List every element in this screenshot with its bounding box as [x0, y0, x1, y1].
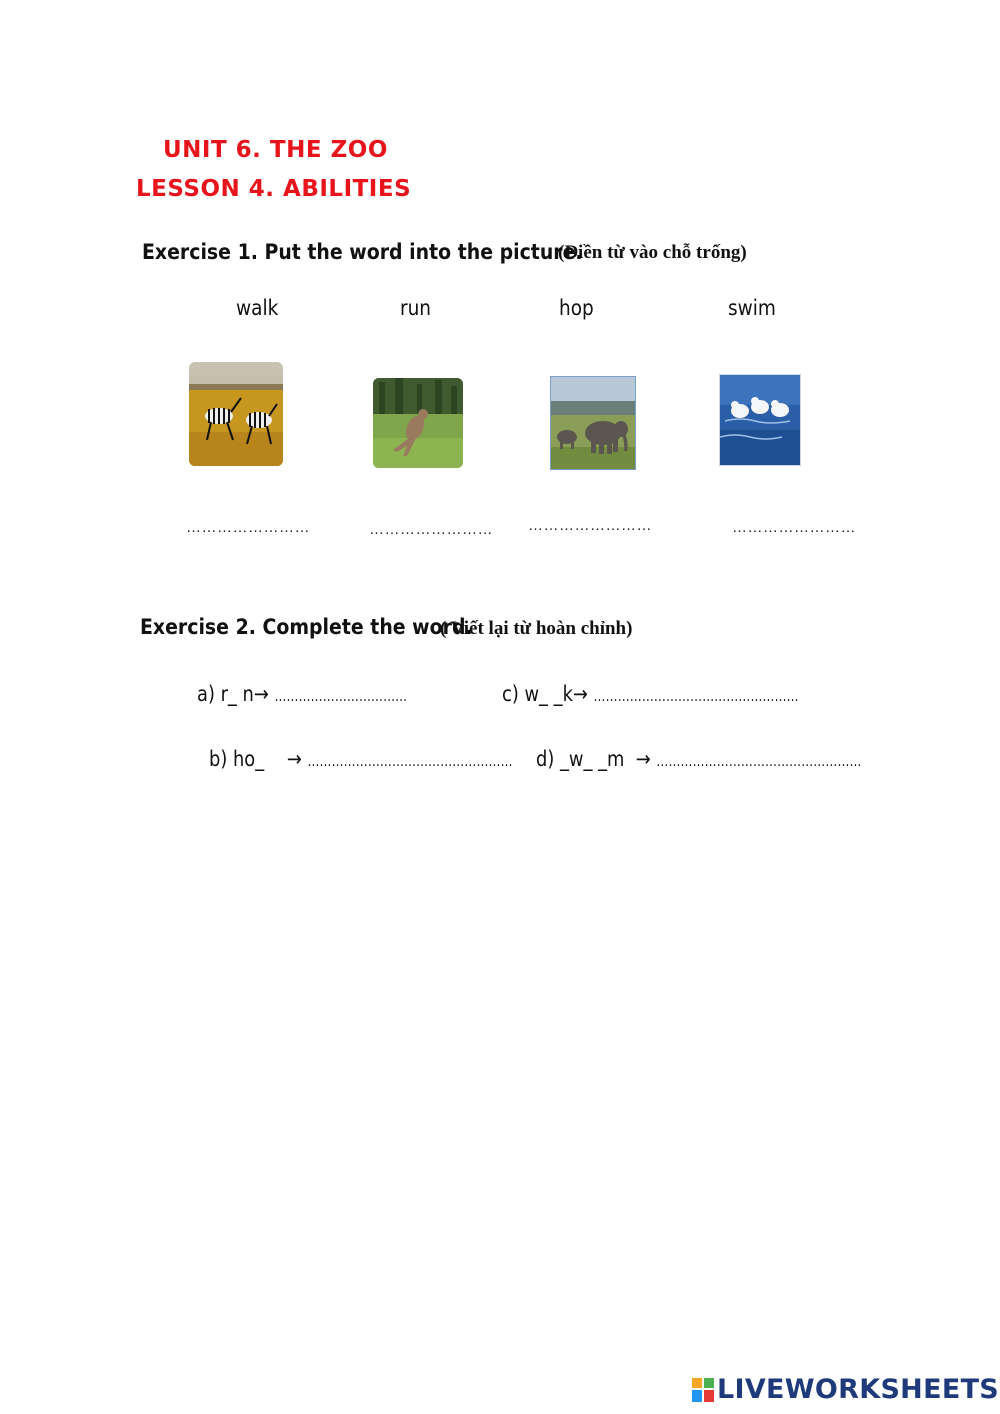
- answer-blank-2[interactable]: ……………………: [369, 521, 493, 538]
- liveworksheets-logo-icon: [692, 1378, 714, 1402]
- elephants-picture: [550, 376, 636, 470]
- item-d-prompt: d) _w_ _m →: [536, 747, 651, 771]
- exercise2-item-c: [502, 682, 799, 706]
- exercise2-subtitle: ( Viết lại từ hoàn chỉnh): [440, 618, 633, 639]
- unit-title: UNIT 6. THE ZOO: [163, 137, 388, 163]
- exercise1-heading: [142, 240, 747, 264]
- item-b-prompt: b) ho_ →: [209, 747, 302, 771]
- polar-bears-picture: [719, 374, 801, 466]
- word-run: run: [400, 296, 432, 320]
- word-hop: hop: [559, 296, 594, 320]
- lesson-title: LESSON 4. ABILITIES: [136, 176, 412, 202]
- exercise1-title: Exercise 1. Put the word into the picture.: [142, 240, 583, 264]
- exercise2-item-d: [536, 747, 862, 771]
- answer-blank-1[interactable]: ……………………: [186, 519, 310, 536]
- exercise2-heading: [140, 615, 633, 639]
- exercise2-item-b: [209, 747, 513, 771]
- zebras-picture: [189, 362, 283, 466]
- item-a-prompt: a) r_ n→: [197, 682, 269, 706]
- item-b-blank[interactable]: ……………………………………………: [307, 754, 513, 770]
- exercise2-title: Exercise 2. Complete the word.: [140, 615, 473, 639]
- word-walk: walk: [236, 296, 279, 320]
- exercise1-subtitle: (Điền từ vào chỗ trống): [558, 242, 747, 263]
- item-a-blank[interactable]: ……………………………: [274, 689, 408, 705]
- exercise2-item-a: [197, 682, 407, 706]
- item-c-prompt: c) w_ _k→: [502, 682, 588, 706]
- liveworksheets-logo[interactable]: [692, 1374, 999, 1405]
- kangaroo-picture: [373, 378, 463, 468]
- answer-blank-4[interactable]: ……………………: [732, 519, 856, 536]
- item-d-blank[interactable]: ……………………………………………: [656, 754, 862, 770]
- word-swim: swim: [728, 296, 776, 320]
- logo-text: LIVEWORKSHEETS: [717, 1374, 1000, 1405]
- answer-blank-3[interactable]: ……………………: [528, 517, 652, 534]
- item-c-blank[interactable]: ……………………………………………: [593, 689, 799, 705]
